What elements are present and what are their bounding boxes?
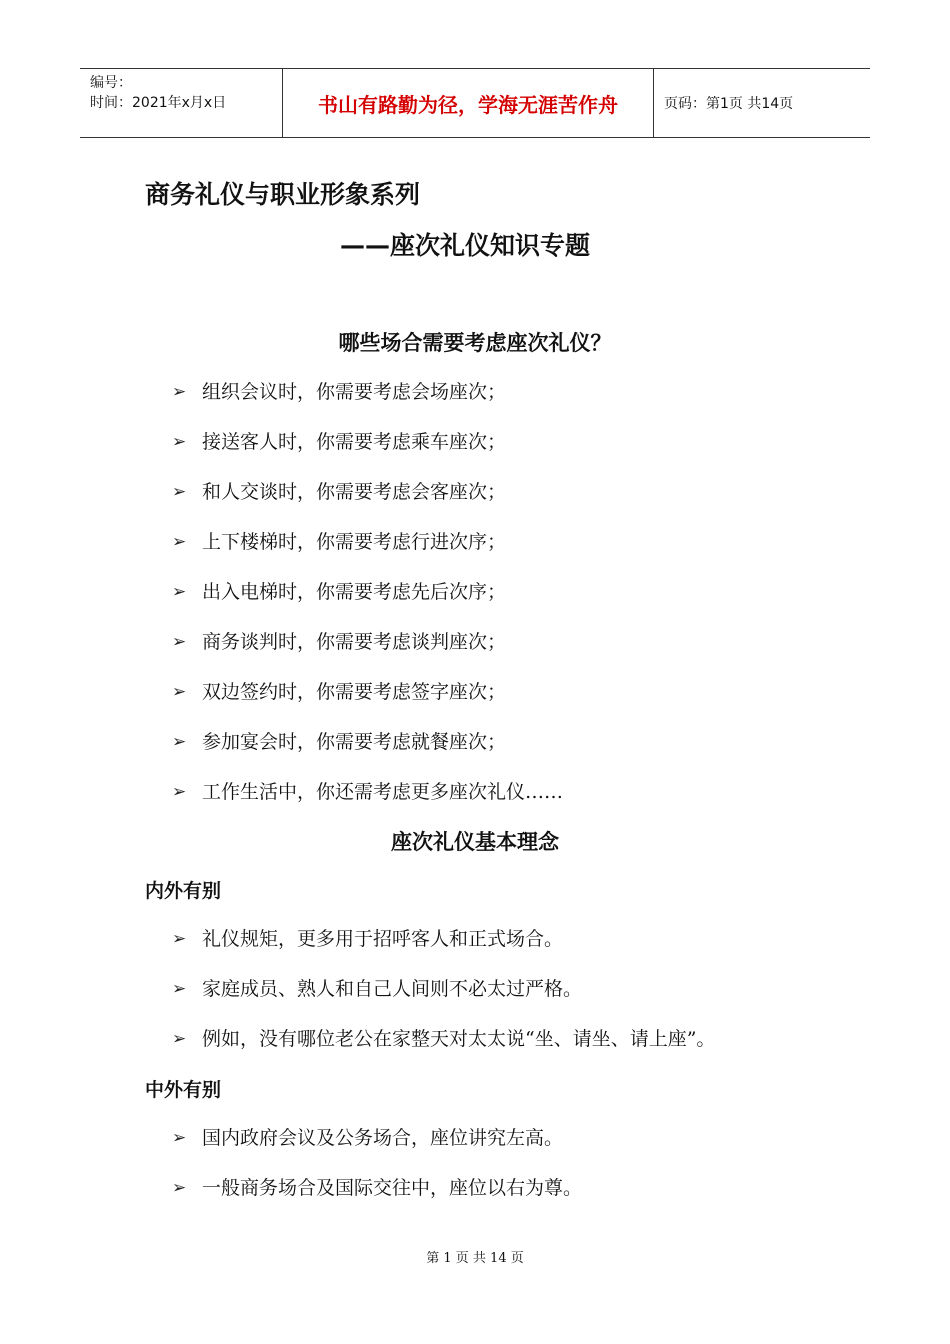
occasions-list: [172, 375, 563, 825]
header-meta: [80, 69, 282, 137]
list-item: ➢ 和人交谈时，你需要考虑会客座次；: [172, 475, 563, 525]
header-motto: 书山有路勤为径，学海无涯苦作舟: [318, 92, 618, 117]
arrow-bullet-icon: ➢: [172, 1178, 187, 1198]
arrow-bullet-icon: ➢: [172, 582, 187, 602]
time-label: 时间：2021年x月x日: [90, 95, 227, 111]
header-page-info: 页码：第1页 共14页: [664, 96, 794, 112]
arrow-bullet-icon: ➢: [172, 1029, 187, 1049]
arrow-bullet-icon: ➢: [172, 532, 187, 552]
doc-title: 商务礼仪与职业形象系列: [145, 180, 421, 209]
inside-outside-list: [172, 922, 715, 1072]
page-header: [80, 68, 870, 138]
list-item: ➢ 礼仪规矩，更多用于招呼客人和正式场合。: [172, 922, 715, 972]
list-item: ➢ 一般商务场合及国际交往中，座位以右为尊。: [172, 1171, 582, 1221]
arrow-bullet-icon: ➢: [172, 482, 187, 502]
china-foreign-list: [172, 1121, 582, 1221]
header-motto-cell: [282, 69, 654, 137]
subheading-inside-outside: 内外有别: [145, 880, 222, 902]
arrow-bullet-icon: ➢: [172, 1128, 187, 1148]
arrow-bullet-icon: ➢: [172, 732, 187, 752]
arrow-bullet-icon: ➢: [172, 979, 187, 999]
subheading-china-foreign: 中外有别: [145, 1079, 222, 1101]
arrow-bullet-icon: ➢: [172, 929, 187, 949]
list-item: ➢ 商务谈判时，你需要考虑谈判座次；: [172, 625, 563, 675]
list-item: ➢ 国内政府会议及公务场合，座位讲究左高。: [172, 1121, 582, 1171]
number-label: 编号：: [90, 75, 132, 91]
section-heading-occasions: 哪些场合需要考虑座次礼仪？: [338, 331, 612, 355]
list-item: ➢ 接送客人时，你需要考虑乘车座次；: [172, 425, 563, 475]
page-footer: 第 1 页 共 14 页: [426, 1251, 524, 1266]
arrow-bullet-icon: ➢: [172, 382, 187, 402]
arrow-bullet-icon: ➢: [172, 682, 187, 702]
list-item: ➢ 双边签约时，你需要考虑签字座次；: [172, 675, 563, 725]
list-item: ➢ 例如，没有哪位老公在家整天对太太说“坐、请坐、请上座”。: [172, 1022, 715, 1072]
doc-subtitle: ——座次礼仪知识专题: [340, 231, 591, 260]
list-item: ➢ 组织会议时，你需要考虑会场座次；: [172, 375, 563, 425]
list-item: ➢ 上下楼梯时，你需要考虑行进次序；: [172, 525, 563, 575]
arrow-bullet-icon: ➢: [172, 632, 187, 652]
arrow-bullet-icon: ➢: [172, 782, 187, 802]
list-item: ➢ 工作生活中，你还需考虑更多座次礼仪……: [172, 775, 563, 825]
section-heading-principles: 座次礼仪基本理念: [391, 830, 559, 854]
list-item: ➢ 出入电梯时，你需要考虑先后次序；: [172, 575, 563, 625]
list-item: ➢ 参加宴会时，你需要考虑就餐座次；: [172, 725, 563, 775]
arrow-bullet-icon: ➢: [172, 432, 187, 452]
list-item: ➢ 家庭成员、熟人和自己人间则不必太过严格。: [172, 972, 715, 1022]
